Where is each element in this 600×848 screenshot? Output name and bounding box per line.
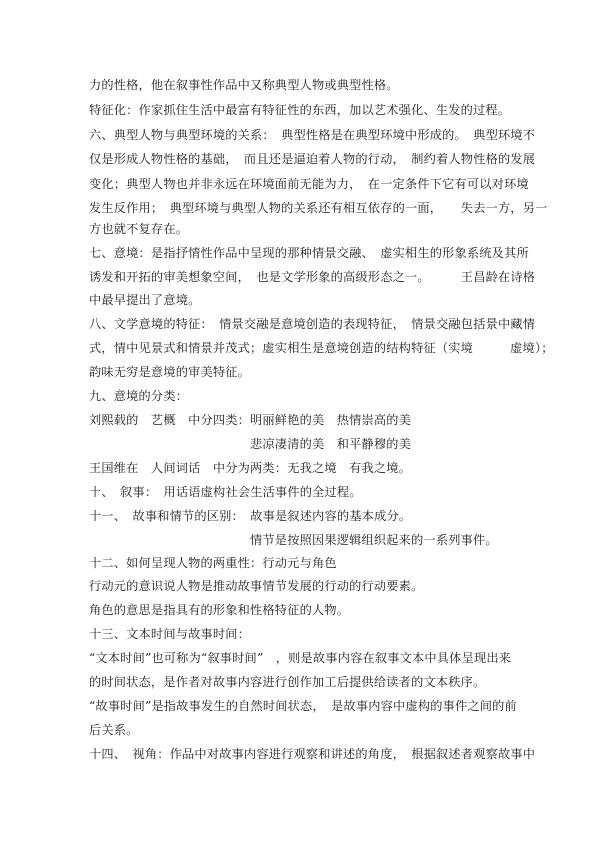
text-line: 十三、文本时间与故事时间： bbox=[89, 627, 251, 641]
text-line: 行动元的意识说人物是推动故事情节发展的行动的行动要素。 bbox=[89, 579, 424, 593]
text-line: 方也就不复存在。 bbox=[89, 222, 189, 236]
text-line: 刘熙载的 艺概 中分四类：明丽鲜艳的美 热情崇高的美 bbox=[89, 413, 412, 427]
text-line: 七、意境：是指抒情性作品中呈现的那种情景交融、 虚实相生的形象系统及其所 bbox=[89, 246, 529, 260]
text-line: 悲凉凄清的美 和平静穆的美 bbox=[89, 437, 412, 451]
text-line: 王国维在 人间词话 中分为两类：无我之境 有我之境。 bbox=[89, 461, 412, 475]
text-line: 发生反作用； 典型环境与典型人物的关系还有相互依存的一面， 失去一方，另一 bbox=[89, 201, 548, 215]
text-line: 十四、 视角：作品中对故事内容进行观察和讲述的角度， 根据叙述者观察故事中 bbox=[89, 747, 536, 761]
text-line: 变化；典型人物也并非永远在环境面前无能为力， 在一定条件下它有可以对环境 bbox=[89, 177, 529, 191]
text-line: 六、典型人物与典型环境的关系： 典型性格是在典型环境中形成的。 典型环境不 bbox=[89, 128, 536, 142]
text-line: 十、 叙事： 用话语虚构社会生活事件的全过程。 bbox=[89, 485, 362, 499]
text-line: 十二、如何呈现人物的两重性：行动元与角色 bbox=[89, 556, 337, 570]
text-line: 的时间状态，是作者对故事内容进行创作加工后提供给读者的文本秩序。 bbox=[89, 675, 486, 689]
text-line: 仅是形成人物性格的基础， 而且还是逼迫着人物的行动， 制约着人物性格的发展 bbox=[89, 152, 536, 166]
text-line: “故事时间”是指故事发生的自然时间状态， 是故事内容中虚构的事件之间的前 bbox=[89, 699, 517, 713]
text-line: 诱发和开拓的审美想象空间， 也是文学形象的高级形态之一。 王昌龄在诗格 bbox=[89, 270, 536, 284]
text-line: 角色的意思是指具有的形象和性格特征的人物。 bbox=[89, 603, 350, 617]
text-line: “文本时间”也可称为“叙事时间” ，则是故事内容在叙事文本中具体呈现出来 bbox=[89, 651, 512, 665]
text-line: 情节是按照因果逻辑组织起来的一系列事件。 bbox=[89, 533, 498, 547]
text-line: 后关系。 bbox=[89, 723, 139, 737]
text-line: 特征化：作家抓住生活中最富有特征性的东西，加以艺术强化、生发的过程。 bbox=[89, 103, 511, 117]
text-line: 八、文学意境的特征： 情景交融是意境创造的表现特征， 情景交融包括景中藏情 bbox=[89, 317, 536, 331]
text-line: 韵味无穷是意境的审美特征。 bbox=[89, 365, 251, 379]
text-line: 十一、 故事和情节的区别： 故事是叙述内容的基本成分。 bbox=[89, 509, 412, 523]
text-line: 九、意境的分类： bbox=[89, 389, 189, 403]
text-line: 力的性格，他在叙事性作品中又称典型人物或典型性格。 bbox=[89, 78, 399, 92]
text-line: 式，情中见景式和情景并茂式；虚实相生是意境创造的结构特征（实境 虚境）； bbox=[89, 341, 554, 355]
text-line: 中最早提出了意境。 bbox=[89, 293, 201, 307]
